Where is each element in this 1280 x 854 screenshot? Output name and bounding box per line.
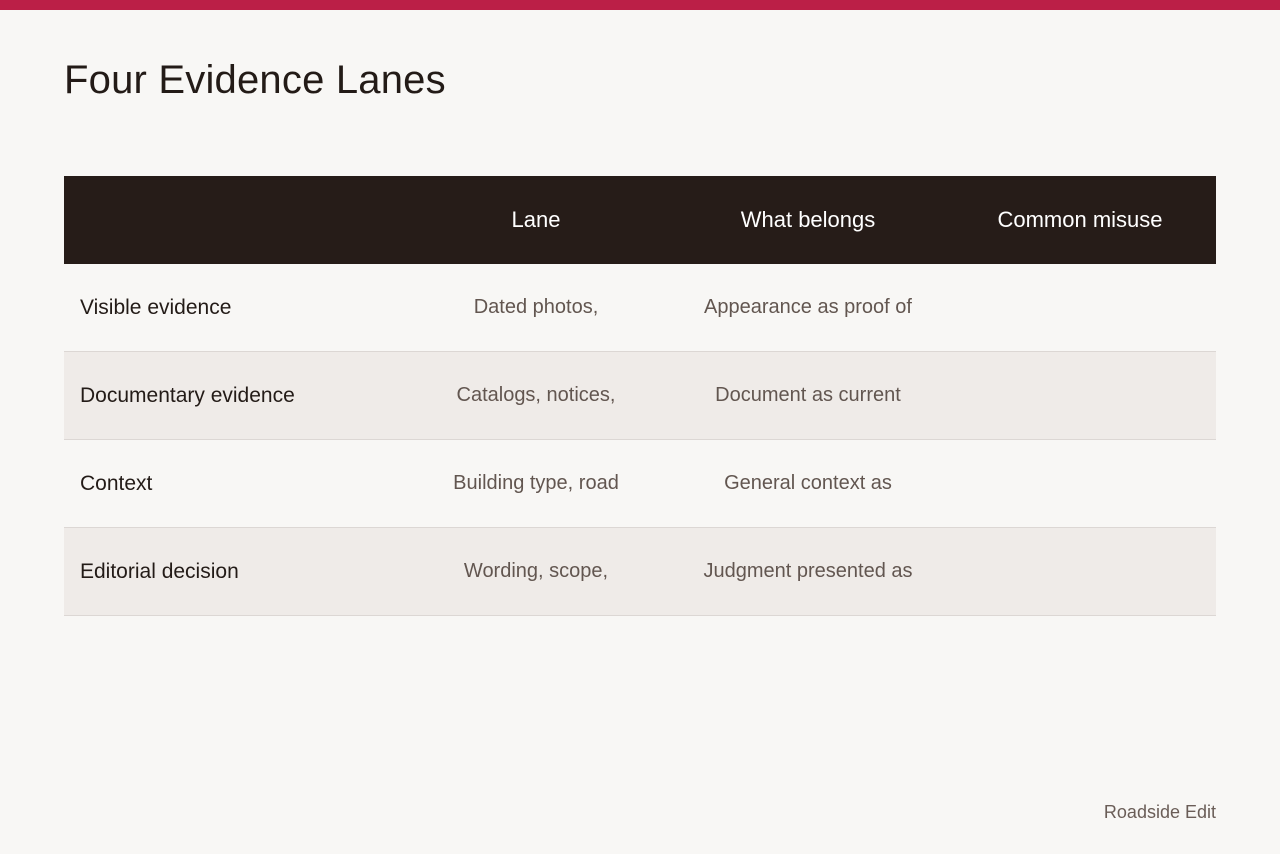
belongs-cell: Appearance as proof of [704, 296, 912, 318]
lane-cell: Dated photos, [473, 296, 599, 318]
page-title: Four Evidence Lanes [64, 58, 446, 102]
table-header-lane: Lane [511, 207, 561, 232]
row-label: Editorial decision [80, 559, 239, 583]
table-row [64, 440, 1216, 528]
row-label: Context [80, 471, 153, 495]
table-row [64, 264, 1216, 352]
table-header-common-misuse: Common misuse [997, 207, 1163, 232]
belongs-cell: Judgment presented as [703, 560, 913, 582]
row-label: Documentary evidence [80, 383, 295, 407]
accent-top-bar [0, 0, 1280, 10]
evidence-lanes-table [64, 176, 1216, 616]
table-header-row [64, 176, 1216, 264]
table-header-what-belongs: What belongs [740, 207, 876, 232]
lane-cell: Catalogs, notices, [456, 384, 616, 406]
belongs-cell: General context as [724, 472, 892, 494]
table-row [64, 528, 1216, 616]
footer-brand: Roadside Edit [1103, 802, 1216, 822]
row-label: Visible evidence [80, 295, 232, 319]
lane-cell: Building type, road [453, 472, 619, 494]
table-row [64, 352, 1216, 440]
belongs-cell: Document as current [715, 384, 901, 406]
lane-cell: Wording, scope, [463, 560, 609, 582]
